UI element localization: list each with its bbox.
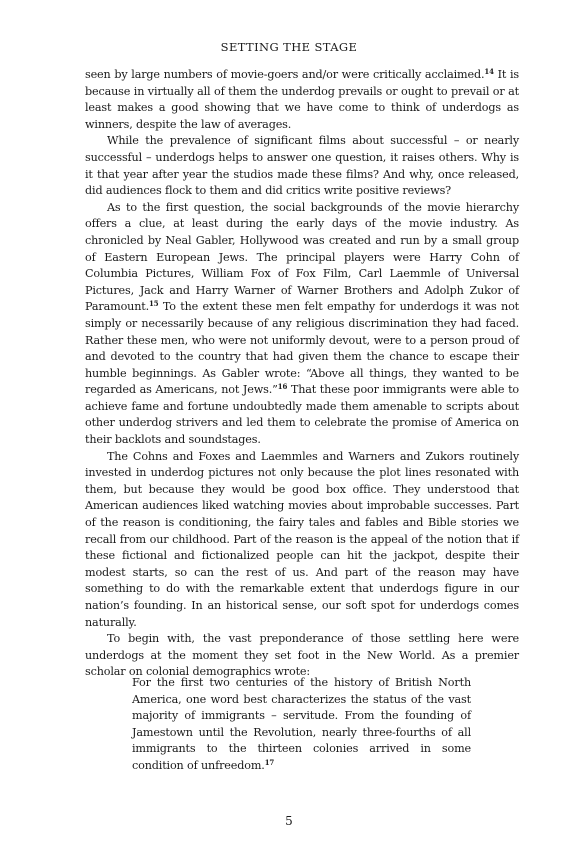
paragraph-4 <box>85 449 519 632</box>
footnote-ref: 17 <box>264 757 275 767</box>
block-quote <box>132 675 471 775</box>
paragraph-text: seen by large numbers of movie-goers and/or were critically acclaimed. <box>85 68 485 81</box>
paragraph-3 <box>85 200 519 449</box>
paragraph-text: While the prevalence of significant films about successful – or nearly successful – underdogs helps to answer one question, it raises others. Why is it that year after year the studios made these films? And why, once released, did audiences flock to them and did critics write positive reviews? <box>85 134 519 198</box>
paragraph-5 <box>85 631 519 681</box>
paragraph-text: To the extent these men felt empathy for underdogs it was not simply or necessarily because of any religious discrimination they had faced. Rather these men, who were not uniformly devout, were to a person proud of and devoted to the country that had given them the chance to escape their humble beginnings. As Gabler wrote: “Above all things, they wanted to be regarded as Americans, not Jews.” <box>85 300 519 397</box>
block-quote-paragraph <box>132 675 471 775</box>
page-number: 5 <box>285 814 293 828</box>
footnote-ref: 16 <box>277 382 288 392</box>
paragraph-1 <box>85 67 519 133</box>
paragraph-text: To begin with, the vast preponderance of those settling here were underdogs at the moment they set foot in the New World. As a premier scholar on colonial demographics wrote: <box>85 632 519 679</box>
footnote-ref: 14 <box>484 67 494 76</box>
paragraph-text: The Cohns and Foxes and Laemmles and Warners and Zukors routinely invested in underdog pictures not only because the plot lines resonated with them, but because they would be good box office. They understood that American audiences liked watching movies about improbable successes. Part of the reason is conditioning, the fairy tales and fables and Bible stories we recall from our childhood. Part of the reason is the appeal of the notion that if these fictional and fictionalized people can hit the jackpot, despite their modest starts, so can the rest of us. And part of the reason may have something to do with the remarkable extent that underdogs figure in our nation’s founding. In an historical sense, our soft spot for underdogs comes naturally. <box>85 449 519 629</box>
running-head: SETTING THE STAGE <box>220 40 358 54</box>
footnote-ref: 15 <box>149 299 159 309</box>
paragraph-text: That these poor immigrants were able to achieve fame and fortune undoubtedly made them amenable to scripts about other underdog strivers and led them to celebrate the promise of America on their backlots and soundstages. <box>85 383 519 447</box>
paragraph-text: It is because in virtually all of them the underdog prevails or ought to prevail or at least makes a good showing that we have come to think of underdogs as winners, despite the law of averages. <box>85 68 519 131</box>
paragraph-2 <box>85 133 519 199</box>
body-text <box>85 67 519 681</box>
block-quote-text: For the first two centuries of the history of British North America, one word best characterizes the status of the vast majority of immigrants – servitude. From the founding of Jamestown until the Revolution, nearly three-fourths of all immigrants to the thirteen colonies arrived in some condition of unfreedom. <box>132 676 471 772</box>
paragraph-text: As to the first question, the social backgrounds of the movie hierarchy offers a clue, at least during the early days of the movie industry. As chronicled by Neal Gabler, Hollywood was created and run by a small group of Eastern European Jews. The principal players were Harry Cohn of Columbia Pictures, William Fox of Fox Film, Carl Laemmle of Universal Pictures, Jack and Harry Warner of Warner Brothers and Adolph Zukor of Paramount. <box>85 200 519 314</box>
